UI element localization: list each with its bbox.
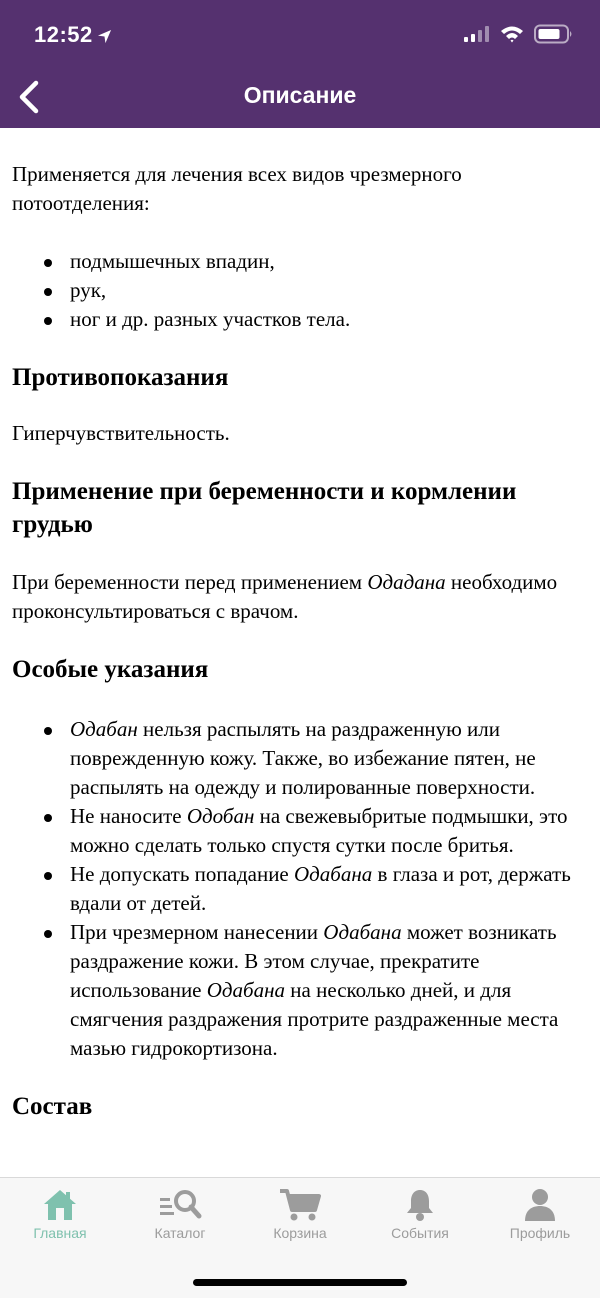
list-item	[70, 860, 590, 918]
intro-text: Применяется для лечения всех видов чрезмерного потоотделения:	[12, 162, 462, 215]
list-item: подмышечных впадин,	[70, 247, 590, 276]
text-run: Не допускать попадание	[70, 862, 289, 886]
pregnancy-text	[12, 568, 590, 626]
section-heading-special: Особые указания	[12, 656, 209, 683]
section-heading-pregnancy: Применение при беременности и кормлении грудью	[12, 478, 517, 538]
location-arrow-icon	[97, 29, 112, 44]
status-time	[34, 22, 112, 48]
text-run: в глаза и рот, держать вдали от детей.	[70, 862, 571, 915]
tab-label: Профиль	[509, 1225, 571, 1241]
status-indicators	[464, 24, 574, 44]
drug-name: Одабана	[206, 978, 286, 1002]
bell-icon	[403, 1188, 437, 1222]
special-instructions-list	[12, 715, 590, 1063]
catalog-search-icon	[158, 1188, 202, 1222]
drug-name: Одадана	[367, 570, 446, 594]
text-run: При чрезмерном нанесении	[70, 920, 319, 944]
body-areas-list	[12, 247, 590, 334]
section-heading-composition: Состав	[12, 1093, 93, 1120]
home-icon	[42, 1188, 78, 1222]
tab-label: Главная	[33, 1225, 87, 1241]
drug-name: Одабан	[70, 717, 138, 741]
tab-events[interactable]	[360, 1178, 480, 1258]
description-content	[12, 160, 590, 1123]
text-run: нельзя распылять на раздраженную или поврежденную кожу. Также, во избежание пятен, не распылять на одежду и полированные поверхности.	[70, 717, 536, 799]
list-item	[70, 802, 590, 860]
nav-header	[0, 0, 600, 128]
tab-catalog[interactable]	[120, 1178, 240, 1258]
list-item	[70, 715, 590, 802]
drug-name: Одобан	[186, 804, 255, 828]
text-run: может возникать раздражение кожи. В этом случае, прекратите использование	[70, 920, 557, 1002]
user-icon	[523, 1188, 557, 1222]
text-run: При беременности перед применением	[12, 570, 363, 594]
page-title: Описание	[243, 82, 357, 108]
cart-icon	[279, 1188, 321, 1222]
text-run: Не наносите	[70, 804, 182, 828]
battery-icon	[534, 24, 574, 44]
wifi-icon	[500, 25, 524, 43]
home-indicator	[193, 1279, 407, 1286]
tab-label: События	[391, 1225, 449, 1241]
drug-name: Одабана	[323, 920, 402, 944]
tab-label: Каталог	[154, 1225, 206, 1241]
text-run: необходимо проконсультироваться с врачом.	[12, 570, 558, 623]
section-heading-contraindications: Противопоказания	[12, 364, 229, 391]
drug-name: Одабана	[294, 862, 373, 886]
text-run: на несколько дней, и для смягчения раздражения протрите раздраженные места мазью гидрокортизона.	[70, 978, 559, 1060]
contraindications-text: Гиперчувствительность.	[12, 421, 230, 445]
tab-home[interactable]	[0, 1178, 120, 1258]
tab-cart[interactable]	[240, 1178, 360, 1258]
list-item: рук,	[70, 276, 590, 305]
text-run: на свежевыбритые подмышки, это можно сделать только спустя сутки после бритья.	[70, 804, 568, 857]
signal-icon	[464, 26, 490, 42]
clock: 12:52	[34, 22, 93, 47]
list-item	[70, 918, 590, 1063]
tab-label: Корзина	[273, 1225, 327, 1241]
tab-profile[interactable]	[480, 1178, 600, 1258]
list-item: ног и др. разных участков тела.	[70, 305, 590, 334]
